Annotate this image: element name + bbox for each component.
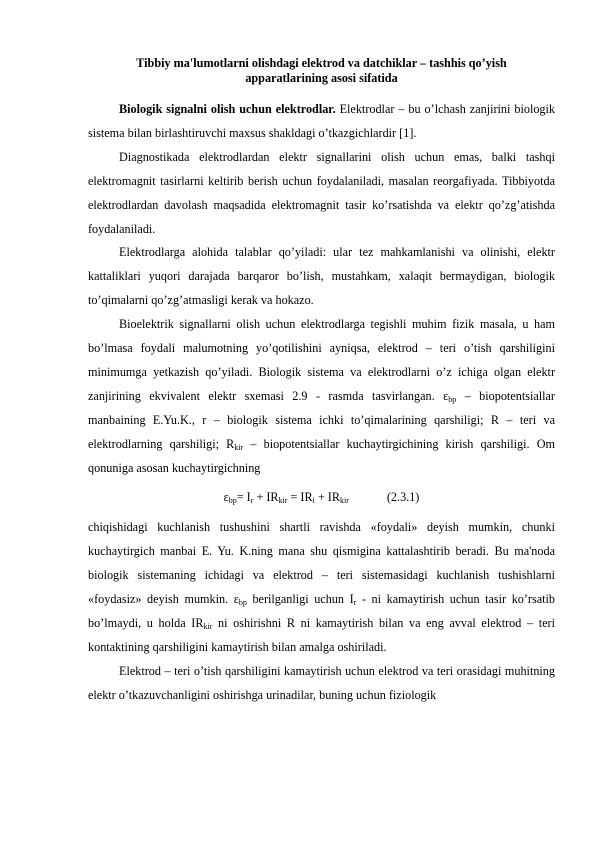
paragraph-text: Elektrodlar – bu o’lchash zanjirini biologik sistema bilan birlashtiruvchi maxsus shakldagi o’tkazgichlardir [1]. — [88, 102, 555, 140]
title-line-1: Tibbiy ma'lumotlarni olishdagi elektrod va datchiklar – tashhis qo’yish — [136, 56, 507, 70]
equation-number: (2.3.1) — [386, 489, 420, 504]
equation-2-3-1: $\varepsilon_{bp}= I_r + IR_{kir} = IR_i + IR_{kir}$ (2.3.1) — [223, 489, 420, 505]
section-heading: Biologik signalni olish uchun elektrodlar. — [119, 102, 336, 116]
paragraph-electrodes-definition — [88, 98, 555, 146]
page-title — [88, 56, 555, 86]
paragraph-bioelectric-signals: Bioelektrik signallarni olish uchun elektrodlarga tegishli muhim fizik masala, u ham bo’lmasa foydali malumotning yo’qotilishini ayniqsa, elektrod – teri o’tish qarshiligini minimumga yetkazish qo’yiladi. Biologik sistema va elektrodlarni o’z ichiga olgan elektr zanjirining ekvivalent elektr sxemasi 2.9 - rasmda tasvirlangan. $\varepsilon_{bp}$ – biopotentsiallar manbaining E.Yu.K., r – biologik sistema ichki to’qimalarining qarshiligi; R – teri va elektrodlarning qarshiligi; $R_{kir}$ – biopotentsiallar kuchaytirgichining kirish qarshiligi. Om qonuniga asosan kuchaytirgichning — [88, 317, 555, 475]
title-line-2: apparatlarining asosi sifatida — [245, 71, 398, 85]
paragraph-contact-resistance: Elektrod – teri o’tish qarshiligini kamaytirish uchun elektrod va teri orasidagi muhitning elektr o’tkazuvchanligini oshirishga urinadilar, buning uchun fiziologik — [88, 663, 555, 702]
paragraph-diagnostics: Diagnostikada elektrodlardan elektr signallarini olish uchun emas, balki tashqi elektromagnit tasirlarni keltirib berish uchun foydalaniladi, masalan reorgafiyada. Tibbiyotda elektrodlardan davolash maqsadida elektromagnit tasir ko’rsatishda va elektr qo’zg’atishda foydalaniladi. — [88, 149, 555, 236]
paragraph-requirements: Elektrodlarga alohida talablar qo’yiladi: ular tez mahkamlanishi va olinishi, elektr kattaliklari yuqori darajada barqaror bo’lish, mustahkam, xalaqit bermaydigan, biologik to’qimalarni qo’zg’atmasligi kerak va hokazo. — [88, 245, 555, 308]
paragraph-voltage-drop: chiqishidagi kuchlanish tushushini shartli ravishda «foydali» deyish mumkin, chunki kuchaytirgich manbai E. Yu. K.ning mana shu qismigina kattalashtirib beradi. Bu ma'noda biologik sistemaning ichidagi va elektrod – teri sistemasidagi kuchlanish tushishlarni «foydasiz» deyish mumkin. $\varepsilon_{bp}$ berilganligi uchun $I_r$ - ni kamaytirish uchun tasir ko’rsatib bo’lmaydi, u holda $IR_{kir}$ ni oshirishni R ni kamaytirish bilan va eng avval elektrod – teri kontaktining qarshiligini kamaytirish bilan amalga oshiriladi. — [88, 520, 556, 654]
